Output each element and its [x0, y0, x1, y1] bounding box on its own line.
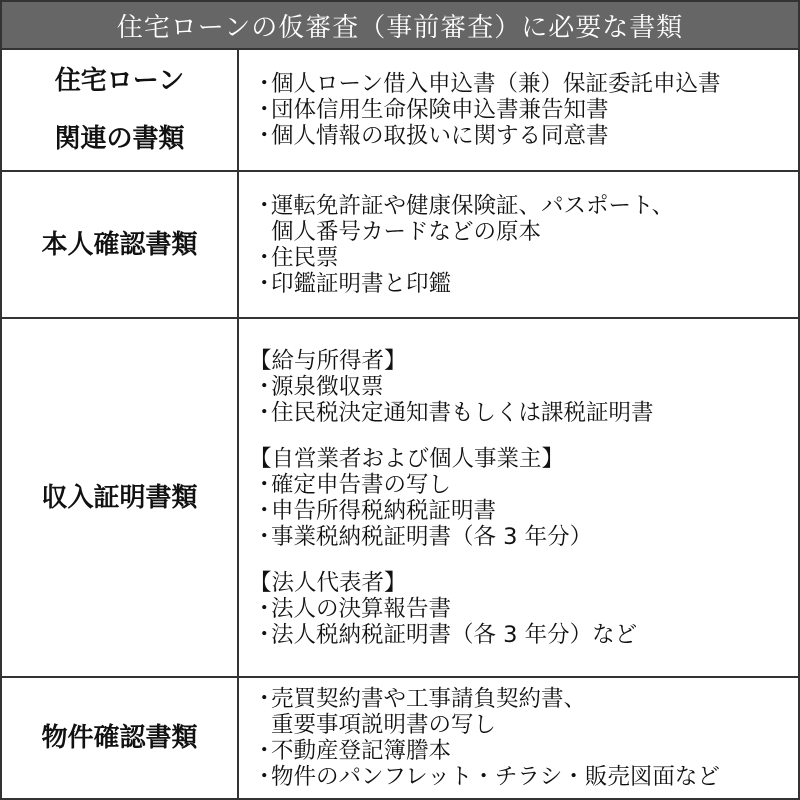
category-income [2, 317, 239, 676]
bullet-mark: ・ [253, 373, 276, 400]
docs-housing-loan [239, 48, 798, 170]
list-item: ・ 住民票 [253, 244, 339, 271]
bullet-mark: ・ [253, 595, 276, 622]
docs-identity [239, 170, 798, 317]
category-identity [2, 170, 239, 317]
list-item: ・ 事業税納税証明書（各 3 年分） [253, 523, 593, 550]
list-item: ・ 住民税決定通知書もしくは課税証明書 [253, 399, 654, 426]
bullet-mark: ・ [253, 764, 276, 790]
list-item: ・ 運転免許証や健康保険証、パスポート、 [253, 192, 674, 219]
list-item: ・ 物件のパンフレット・チラシ・販売図面など [253, 764, 720, 790]
bullet-mark: ・ [253, 244, 276, 271]
bullet-mark: ・ [253, 123, 276, 149]
list-item: ・ 不動産登記簿謄本 [253, 738, 452, 764]
bullet-mark: ・ [253, 497, 276, 524]
list-item: ・ 源泉徴収票 [253, 373, 384, 400]
page-title: 住宅ローンの仮審査（事前審査）に必要な書類 [0, 0, 800, 48]
list-item: ・ 申告所得税納税証明書 [253, 497, 497, 524]
documents-table [0, 48, 800, 800]
bullet-mark: ・ [253, 270, 276, 297]
list-item: ・ 法人税納税証明書（各 3 年分）など [253, 621, 638, 648]
bullet-mark: ・ [253, 523, 276, 550]
bullet-mark: ・ [253, 97, 276, 123]
bullet-mark: ・ [253, 738, 276, 764]
category-label: 収入証明書類 [41, 482, 198, 513]
list-item: ・ 確定申告書の写し [253, 471, 452, 498]
bullet-mark: ・ [253, 471, 276, 498]
category-label: 物件確認書類 [41, 723, 198, 753]
list-item-continuation: 重要事項説明書の写し [271, 712, 497, 738]
bullet-mark: ・ [253, 71, 276, 97]
income-group-self-employed [249, 445, 792, 550]
list-item: ・ 印鑑証明書と印鑑 [253, 270, 452, 297]
docs-income [239, 317, 798, 676]
bullet-mark: ・ [253, 192, 276, 219]
income-group-corporate-rep [249, 569, 792, 648]
category-property [2, 676, 239, 798]
bullet-mark: ・ [253, 399, 276, 426]
list-item: ・ 法人の決算報告書 [253, 595, 452, 622]
group-header: 【給与所得者】 [249, 347, 407, 374]
income-group-salaried [249, 347, 792, 426]
list-item: ・ 個人情報の取扱いに関する同意書 [253, 123, 609, 149]
bullet-mark: ・ [253, 686, 276, 712]
list-item: ・ 団体信用生命保険申込書兼告知書 [253, 97, 609, 123]
category-label-line1: 住宅ローン [54, 66, 185, 96]
docs-property [239, 676, 798, 798]
bullet-mark: ・ [253, 621, 276, 648]
category-label-line2: 関連の書類 [54, 124, 185, 154]
list-item: ・ 売買契約書や工事請負契約書、 [253, 686, 587, 712]
category-housing-loan [2, 48, 239, 170]
list-item: ・ 個人ローン借入申込書（兼）保証委託申込書 [253, 71, 721, 97]
group-header: 【法人代表者】 [249, 569, 407, 596]
list-item-continuation: 個人番号カードなどの原本 [271, 218, 542, 245]
category-label: 本人確認書類 [41, 229, 198, 260]
group-header: 【自営業者および個人事業主】 [249, 445, 565, 472]
